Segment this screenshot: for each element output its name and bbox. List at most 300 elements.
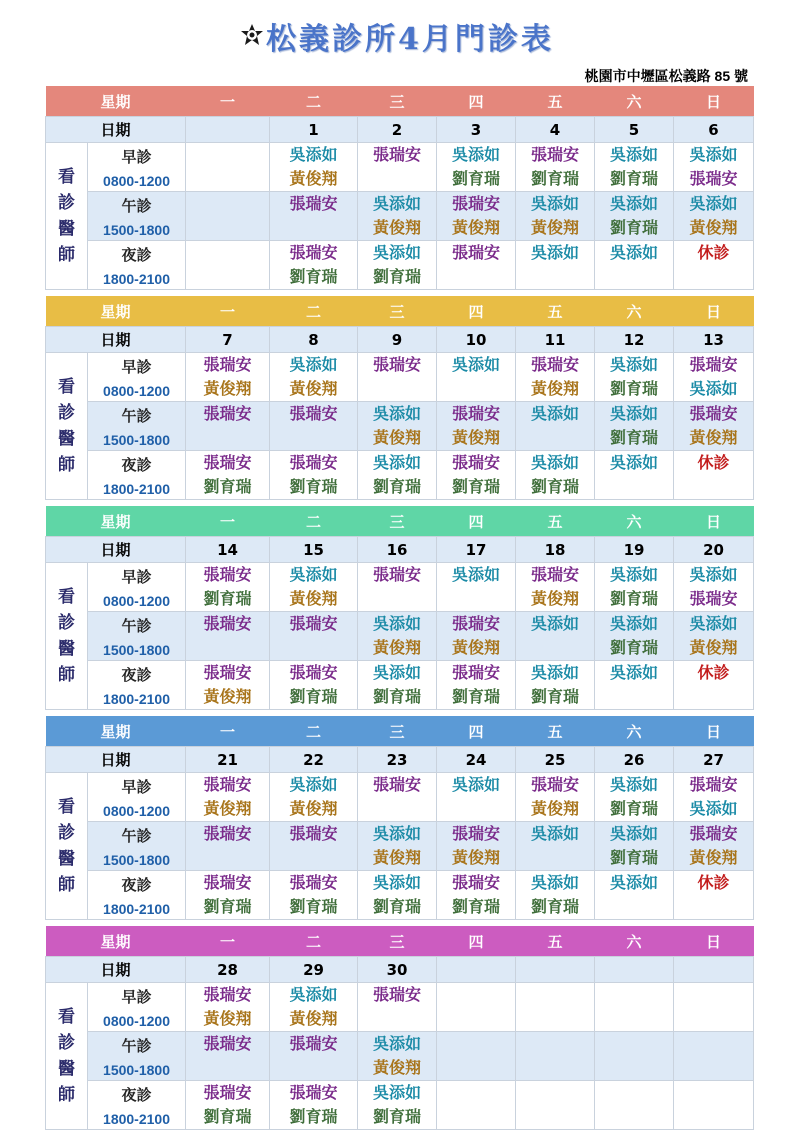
schedule-cell — [270, 192, 358, 241]
doctor-name: 吳添如 — [610, 565, 659, 584]
weekday-label: 五 — [547, 302, 563, 321]
doctor-name: 吳添如 — [373, 663, 422, 682]
doctor-name: 劉育瑞 — [203, 477, 252, 496]
schedule-cell — [186, 773, 270, 822]
weekday-label: 五 — [547, 92, 563, 111]
schedule-cell — [595, 1081, 674, 1130]
schedule-cell — [186, 1081, 270, 1130]
session-name: 夜診 — [121, 665, 152, 684]
schedule-cell — [595, 773, 674, 822]
doctor-name: 張瑞安 — [452, 404, 501, 423]
session-time: 0800-1200 — [103, 592, 170, 609]
session-time: 0800-1200 — [103, 172, 170, 189]
date-cell — [674, 957, 754, 983]
date-cell: 7 — [186, 327, 270, 353]
schedule-cell — [358, 1081, 437, 1130]
doctor-name: 吳添如 — [452, 355, 501, 374]
doctor-name: 劉育瑞 — [610, 379, 659, 398]
date-cell: 2 — [358, 117, 437, 143]
doctor-name: 吳添如 — [610, 663, 659, 682]
schedule-cell — [270, 983, 358, 1032]
weekday-header-row — [46, 926, 754, 957]
date-cell — [437, 957, 516, 983]
doctor-name: 張瑞安 — [203, 873, 252, 892]
doctor-name: 吳添如 — [531, 873, 580, 892]
doctor-name: 黃俊翔 — [531, 589, 580, 608]
schedule-cell — [270, 661, 358, 710]
schedule-cell — [437, 612, 516, 661]
session-time: 0800-1200 — [103, 382, 170, 399]
doctor-name: 張瑞安 — [689, 824, 738, 843]
doctor-name: 吳添如 — [531, 614, 580, 633]
doctor-name: 劉育瑞 — [373, 1107, 422, 1126]
schedule-cell — [358, 192, 437, 241]
session-row — [46, 353, 754, 402]
date-cell: 28 — [186, 957, 270, 983]
doctor-name: 吳添如 — [689, 565, 738, 584]
schedule-cell — [358, 983, 437, 1032]
doctor-name: 吳添如 — [689, 379, 738, 398]
schedule-cell — [186, 871, 270, 920]
weekday-label: 日 — [706, 722, 722, 741]
session-time: 1800-2100 — [103, 900, 170, 917]
date-row — [46, 747, 754, 773]
doctor-name: 張瑞安 — [289, 873, 338, 892]
weekday-header-label: 星期 — [100, 932, 131, 951]
date-cell: 11 — [516, 327, 595, 353]
schedule-cell — [270, 241, 358, 290]
session-row — [46, 1032, 754, 1081]
doctor-name: 吳添如 — [689, 614, 738, 633]
schedule-cell — [516, 402, 595, 451]
weekday-label: 二 — [306, 932, 322, 951]
doctor-name: 黃俊翔 — [689, 848, 738, 867]
week-block — [45, 86, 753, 290]
week-block — [45, 506, 753, 710]
schedule-cell — [270, 1081, 358, 1130]
session-name: 早診 — [121, 567, 152, 586]
doctor-name: 張瑞安 — [203, 453, 252, 472]
closed-label: 休診 — [697, 873, 730, 892]
schedule-cell — [516, 192, 595, 241]
doctor-name: 張瑞安 — [373, 355, 422, 374]
schedule-cell — [595, 402, 674, 451]
doctor-name: 吳添如 — [610, 873, 659, 892]
schedule-cell — [358, 402, 437, 451]
doctor-name: 張瑞安 — [203, 775, 252, 794]
doctor-name: 吳添如 — [452, 565, 501, 584]
session-label — [88, 773, 186, 822]
doctor-name: 劉育瑞 — [531, 477, 580, 496]
doctor-name: 吳添如 — [452, 145, 501, 164]
doctor-name: 張瑞安 — [531, 355, 580, 374]
schedule-cell — [674, 192, 754, 241]
schedule-cell — [674, 773, 754, 822]
weekday-header-label: 星期 — [100, 512, 131, 531]
date-header-label: 日期 — [46, 117, 186, 143]
date-header-label: 日期 — [46, 957, 186, 983]
date-cell: 23 — [358, 747, 437, 773]
date-cell — [186, 117, 270, 143]
session-row — [46, 983, 754, 1032]
doctor-name: 劉育瑞 — [610, 428, 659, 447]
doctor-name: 黃俊翔 — [203, 379, 252, 398]
date-row — [46, 537, 754, 563]
weekday-label: 六 — [626, 722, 642, 741]
session-time: 1500-1800 — [103, 1061, 170, 1078]
schedule-cell — [186, 192, 270, 241]
session-time: 1800-2100 — [103, 270, 170, 287]
schedule-cell — [270, 773, 358, 822]
date-cell: 6 — [674, 117, 754, 143]
doctor-name: 張瑞安 — [689, 169, 738, 188]
weekday-header-row — [46, 506, 754, 537]
clinic-logo-icon — [240, 20, 264, 44]
weekday-label: 六 — [626, 512, 642, 531]
doctor-name: 劉育瑞 — [373, 477, 422, 496]
doctor-name: 劉育瑞 — [610, 638, 659, 657]
doctor-name: 劉育瑞 — [289, 687, 338, 706]
doctor-name: 黃俊翔 — [531, 799, 580, 818]
schedule-cell — [437, 1081, 516, 1130]
session-name: 早診 — [121, 777, 152, 796]
schedule-cell — [516, 241, 595, 290]
schedule-cell — [437, 451, 516, 500]
schedule-cell — [186, 563, 270, 612]
doctor-name: 張瑞安 — [452, 663, 501, 682]
weekday-label: 四 — [468, 302, 484, 321]
schedule-cell — [437, 353, 516, 402]
doctor-name: 吳添如 — [610, 404, 659, 423]
doctor-name: 吳添如 — [289, 565, 338, 584]
session-label — [88, 1032, 186, 1081]
doctor-column-label: 看 診 醫 師 — [46, 143, 88, 290]
weekday-label: 二 — [306, 92, 322, 111]
schedule-cell — [270, 612, 358, 661]
doctor-name: 黃俊翔 — [373, 428, 422, 447]
doctor-name: 吳添如 — [452, 775, 501, 794]
page-title — [0, 14, 792, 58]
doctor-name: 黃俊翔 — [689, 638, 738, 657]
schedule-cell — [595, 612, 674, 661]
doctor-name: 吳添如 — [610, 614, 659, 633]
doctor-name: 劉育瑞 — [203, 589, 252, 608]
schedule-cell — [186, 402, 270, 451]
doctor-name: 張瑞安 — [289, 194, 338, 213]
doctor-name: 吳添如 — [531, 453, 580, 472]
weekday-label: 一 — [220, 92, 236, 111]
doctor-name: 劉育瑞 — [531, 687, 580, 706]
session-row — [46, 871, 754, 920]
schedule-cell — [186, 1032, 270, 1081]
schedule-cell — [270, 353, 358, 402]
doctor-name: 張瑞安 — [452, 873, 501, 892]
session-label — [88, 661, 186, 710]
date-cell: 1 — [270, 117, 358, 143]
doctor-name: 黃俊翔 — [289, 1009, 338, 1028]
schedule-cell — [516, 612, 595, 661]
date-header-label: 日期 — [46, 747, 186, 773]
weekday-label: 五 — [547, 722, 563, 741]
doctor-name: 劉育瑞 — [610, 169, 659, 188]
doctor-name: 劉育瑞 — [610, 589, 659, 608]
doctor-name: 劉育瑞 — [373, 687, 422, 706]
weekday-label: 日 — [706, 512, 722, 531]
session-label — [88, 983, 186, 1032]
session-row — [46, 773, 754, 822]
date-cell — [516, 957, 595, 983]
session-label — [88, 451, 186, 500]
schedule-cell — [186, 612, 270, 661]
doctor-name: 張瑞安 — [203, 1034, 252, 1053]
doctor-name: 黃俊翔 — [531, 379, 580, 398]
schedule-cell — [674, 612, 754, 661]
doctor-name: 張瑞安 — [452, 453, 501, 472]
doctor-name: 吳添如 — [373, 194, 422, 213]
doctor-name: 吳添如 — [531, 824, 580, 843]
schedule-cell — [674, 822, 754, 871]
schedule-cell — [595, 661, 674, 710]
doctor-name: 吳添如 — [610, 355, 659, 374]
doctor-name: 吳添如 — [289, 355, 338, 374]
doctor-name: 吳添如 — [373, 453, 422, 472]
doctor-name: 吳添如 — [610, 775, 659, 794]
doctor-name: 張瑞安 — [531, 145, 580, 164]
schedule-cell — [437, 773, 516, 822]
schedule-cell — [186, 661, 270, 710]
schedule-cell — [674, 241, 754, 290]
doctor-name: 吳添如 — [373, 873, 422, 892]
schedule-cell — [437, 871, 516, 920]
doctor-name: 黃俊翔 — [452, 428, 501, 447]
session-name: 午診 — [121, 1036, 152, 1055]
date-cell: 19 — [595, 537, 674, 563]
week-block — [45, 716, 753, 920]
week-table — [45, 926, 754, 1130]
weekday-label: 一 — [220, 302, 236, 321]
doctor-name: 張瑞安 — [689, 775, 738, 794]
session-name: 午診 — [121, 826, 152, 845]
closed-label: 休診 — [697, 663, 730, 682]
doctor-name: 張瑞安 — [452, 824, 501, 843]
doctor-name: 吳添如 — [289, 145, 338, 164]
doctor-name: 劉育瑞 — [610, 218, 659, 237]
schedule-cell — [595, 822, 674, 871]
date-cell: 18 — [516, 537, 595, 563]
session-label — [88, 612, 186, 661]
weekday-label: 一 — [220, 512, 236, 531]
schedule-cell — [186, 822, 270, 871]
doctor-name: 張瑞安 — [689, 355, 738, 374]
weekday-label: 日 — [706, 92, 722, 111]
session-time: 1500-1800 — [103, 221, 170, 238]
date-cell — [595, 957, 674, 983]
schedule-cell — [358, 353, 437, 402]
doctor-name: 黃俊翔 — [289, 169, 338, 188]
week-table — [45, 86, 754, 290]
doctor-name: 張瑞安 — [373, 145, 422, 164]
doctor-name: 吳添如 — [373, 1034, 422, 1053]
weekday-label: 五 — [547, 932, 563, 951]
schedule-cell — [674, 1032, 754, 1081]
weekday-label: 一 — [220, 722, 236, 741]
date-cell: 27 — [674, 747, 754, 773]
schedule-cell — [186, 983, 270, 1032]
schedule-cell — [674, 353, 754, 402]
schedule-cell — [270, 1032, 358, 1081]
schedule-cell — [595, 563, 674, 612]
schedule-cell — [358, 1032, 437, 1081]
date-cell: 21 — [186, 747, 270, 773]
week-table — [45, 506, 754, 710]
session-name: 早診 — [121, 147, 152, 166]
schedule-cell — [437, 1032, 516, 1081]
schedule-cell — [516, 143, 595, 192]
closed-label: 休診 — [697, 453, 730, 472]
date-row — [46, 327, 754, 353]
schedule-cell — [437, 661, 516, 710]
weekday-label: 六 — [626, 932, 642, 951]
weekday-label: 六 — [626, 302, 642, 321]
schedule-cell — [595, 983, 674, 1032]
session-time: 0800-1200 — [103, 1012, 170, 1029]
schedule-cell — [516, 353, 595, 402]
schedule-cell — [358, 612, 437, 661]
schedule-cell — [674, 451, 754, 500]
session-name: 午診 — [121, 406, 152, 425]
date-row — [46, 957, 754, 983]
doctor-name: 吳添如 — [610, 824, 659, 843]
weekday-label: 四 — [468, 932, 484, 951]
doctor-name: 劉育瑞 — [289, 267, 338, 286]
doctor-name: 黃俊翔 — [452, 848, 501, 867]
schedule-cell — [270, 451, 358, 500]
doctor-name: 張瑞安 — [289, 243, 338, 262]
session-name: 午診 — [121, 616, 152, 635]
schedule-cell — [516, 1032, 595, 1081]
date-cell: 3 — [437, 117, 516, 143]
schedule-cell — [358, 822, 437, 871]
date-header-label: 日期 — [46, 327, 186, 353]
doctor-name: 張瑞安 — [203, 1083, 252, 1102]
schedule-cell — [674, 983, 754, 1032]
session-label — [88, 143, 186, 192]
doctor-name: 張瑞安 — [452, 243, 501, 262]
date-cell: 12 — [595, 327, 674, 353]
schedule-cell — [437, 563, 516, 612]
schedule-cell — [674, 661, 754, 710]
doctor-name: 劉育瑞 — [203, 1107, 252, 1126]
date-cell: 25 — [516, 747, 595, 773]
schedule-cell — [437, 241, 516, 290]
schedule-cell — [674, 1081, 754, 1130]
weekday-label: 日 — [706, 932, 722, 951]
doctor-name: 吳添如 — [689, 145, 738, 164]
doctor-column-label: 看 診 醫 師 — [46, 983, 88, 1130]
schedule-cell — [516, 773, 595, 822]
doctor-name: 劉育瑞 — [203, 897, 252, 916]
schedule-cell — [270, 871, 358, 920]
weekday-label: 三 — [389, 302, 405, 321]
week-block — [45, 926, 753, 1130]
schedule-cell — [358, 661, 437, 710]
schedule-cell — [674, 402, 754, 451]
date-cell: 15 — [270, 537, 358, 563]
weekday-header-row — [46, 296, 754, 327]
doctor-name: 劉育瑞 — [289, 477, 338, 496]
date-cell: 14 — [186, 537, 270, 563]
weekday-label: 六 — [626, 92, 642, 111]
schedule-cell — [674, 871, 754, 920]
doctor-name: 劉育瑞 — [452, 169, 501, 188]
date-cell: 26 — [595, 747, 674, 773]
schedule-cell — [358, 563, 437, 612]
schedule-cell — [516, 822, 595, 871]
doctor-name: 劉育瑞 — [531, 897, 580, 916]
date-cell: 30 — [358, 957, 437, 983]
doctor-name: 張瑞安 — [289, 663, 338, 682]
date-cell: 8 — [270, 327, 358, 353]
session-row — [46, 612, 754, 661]
schedule-cell — [595, 241, 674, 290]
date-cell: 4 — [516, 117, 595, 143]
weekday-label: 二 — [306, 302, 322, 321]
doctor-name: 吳添如 — [373, 404, 422, 423]
week-table — [45, 296, 754, 500]
session-label — [88, 192, 186, 241]
schedule-cell — [358, 871, 437, 920]
schedule-cell — [437, 192, 516, 241]
clinic-address: 桃園市中壢區松義路 85 號 — [584, 68, 748, 84]
schedule-cell — [358, 451, 437, 500]
session-row — [46, 402, 754, 451]
doctor-name: 張瑞安 — [203, 824, 252, 843]
schedule-cell — [186, 143, 270, 192]
doctor-name: 張瑞安 — [203, 355, 252, 374]
session-label — [88, 1081, 186, 1130]
schedule-cell — [437, 822, 516, 871]
weekday-label: 四 — [468, 722, 484, 741]
title-text: 松義診所4月門診表 — [266, 22, 554, 57]
session-time: 1800-2100 — [103, 480, 170, 497]
weekday-label: 三 — [389, 932, 405, 951]
doctor-name: 吳添如 — [610, 145, 659, 164]
weekday-label: 二 — [306, 722, 322, 741]
weekday-header-label: 星期 — [100, 302, 131, 321]
doctor-name: 吳添如 — [373, 1083, 422, 1102]
doctor-name: 黃俊翔 — [289, 799, 338, 818]
doctor-name: 吳添如 — [689, 799, 738, 818]
session-name: 夜診 — [121, 245, 152, 264]
doctor-name: 黃俊翔 — [373, 638, 422, 657]
schedule-cell — [270, 563, 358, 612]
doctor-name: 張瑞安 — [289, 404, 338, 423]
session-label — [88, 822, 186, 871]
session-row — [46, 451, 754, 500]
session-row — [46, 241, 754, 290]
date-cell: 13 — [674, 327, 754, 353]
session-row — [46, 822, 754, 871]
weekday-label: 一 — [220, 932, 236, 951]
schedule-cell — [595, 192, 674, 241]
session-time: 1800-2100 — [103, 690, 170, 707]
session-time: 1500-1800 — [103, 851, 170, 868]
doctor-name: 劉育瑞 — [289, 1107, 338, 1126]
doctor-name: 劉育瑞 — [452, 897, 501, 916]
weekday-label: 三 — [389, 722, 405, 741]
doctor-column-label: 看 診 醫 師 — [46, 353, 88, 500]
doctor-name: 黃俊翔 — [452, 638, 501, 657]
